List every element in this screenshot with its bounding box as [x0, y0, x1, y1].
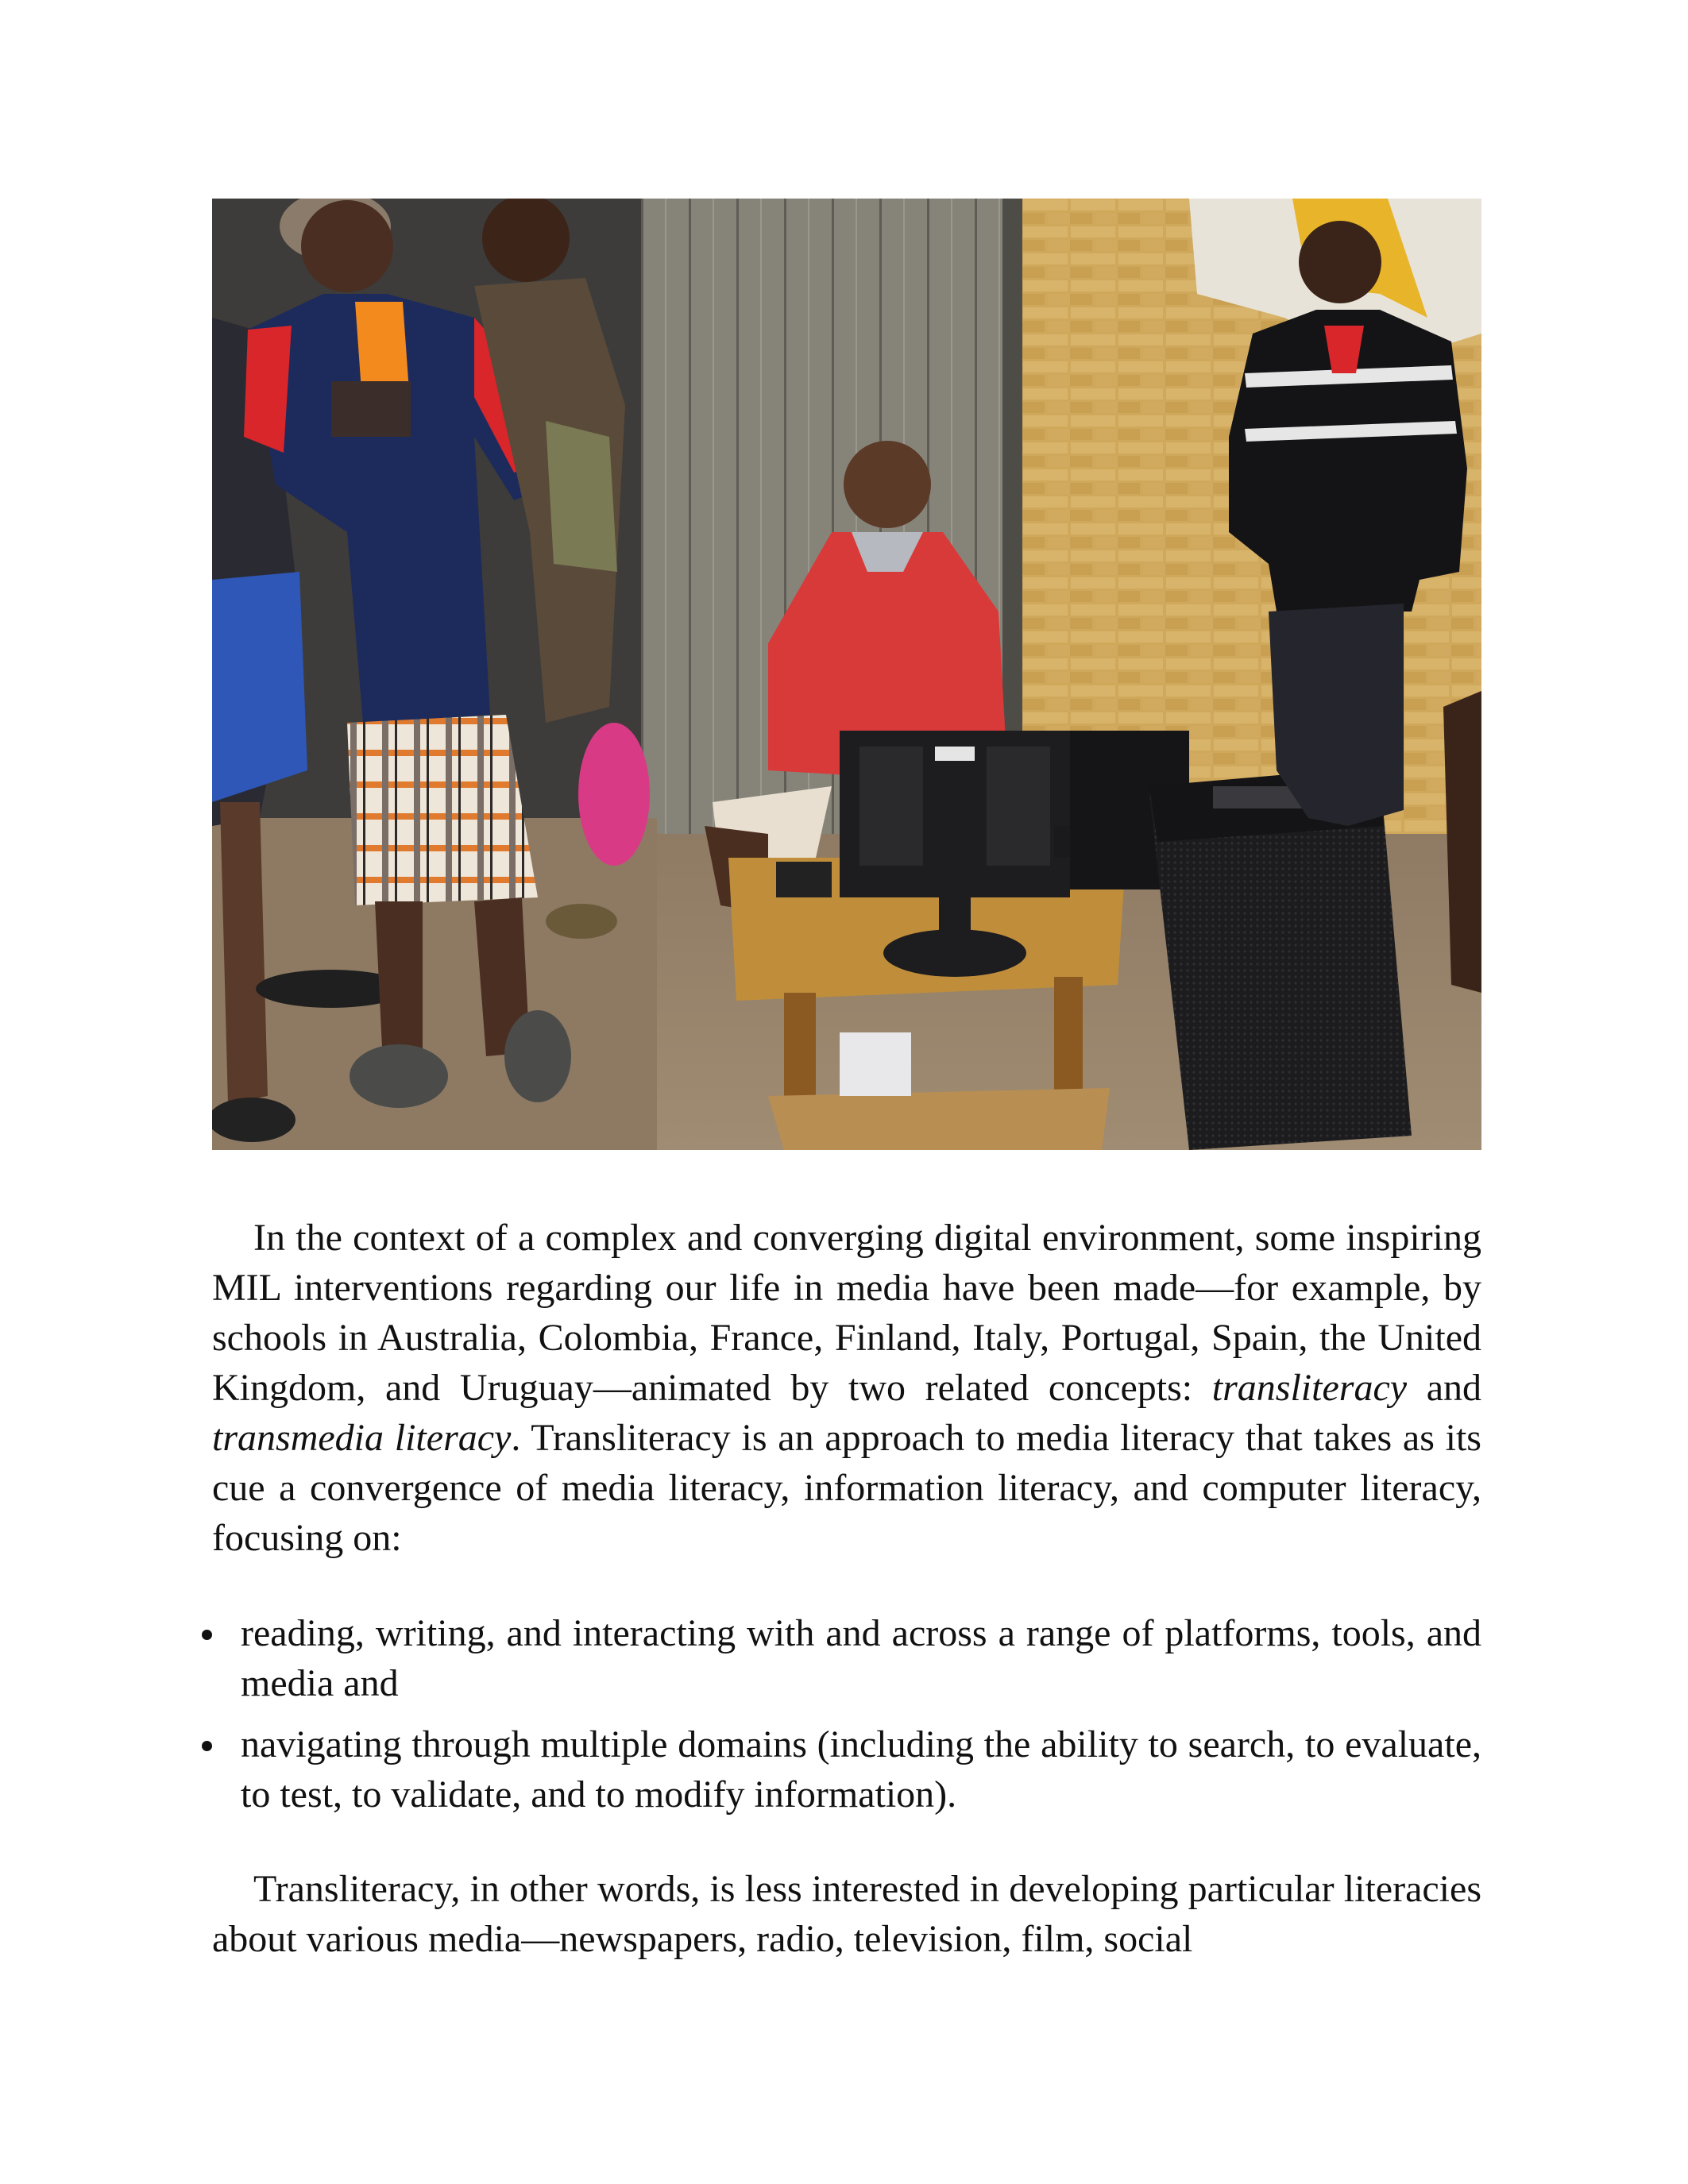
bullet-list	[212, 1608, 1481, 1831]
bullet-icon	[202, 1741, 212, 1751]
list-item	[212, 1608, 1481, 1708]
paragraph-1-rest: . Transliteracy is an approach to media literacy that takes as its cue a convergence of media literacy, information literacy, and computer literacy, focusing on:	[212, 1417, 1481, 1559]
term-transmedia-literacy: transmedia literacy	[212, 1417, 512, 1459]
body-paragraph-2: Transliteracy, in other words, is less interested in developing particular literacies about various media—newspapers, radio, television, film, social	[212, 1868, 1481, 1960]
body-paragraph-1	[212, 1213, 1481, 1563]
paragraph-1-and: and	[1407, 1367, 1481, 1409]
photo	[212, 199, 1481, 1150]
term-transliteracy: transliteracy	[1211, 1367, 1408, 1409]
list-item	[212, 1719, 1481, 1819]
list-item-text: navigating through multiple domains (including the ability to search, to evaluate, to test, to validate, and to modify information).	[241, 1723, 1481, 1815]
bullet-icon	[202, 1630, 212, 1640]
paragraph-1-lead: In the context of a complex and converging digital environment, some inspiring MIL interventions regarding our life in media have been made—for example, by schools in Australia, Colombia, France, Finland, Italy, Portugal, Spain, the United Kingdom, and Uruguay—animated by two related concepts:	[212, 1217, 1481, 1409]
list-item-text: reading, writing, and interacting with and across a range of platforms, tools, and media and	[241, 1612, 1481, 1704]
